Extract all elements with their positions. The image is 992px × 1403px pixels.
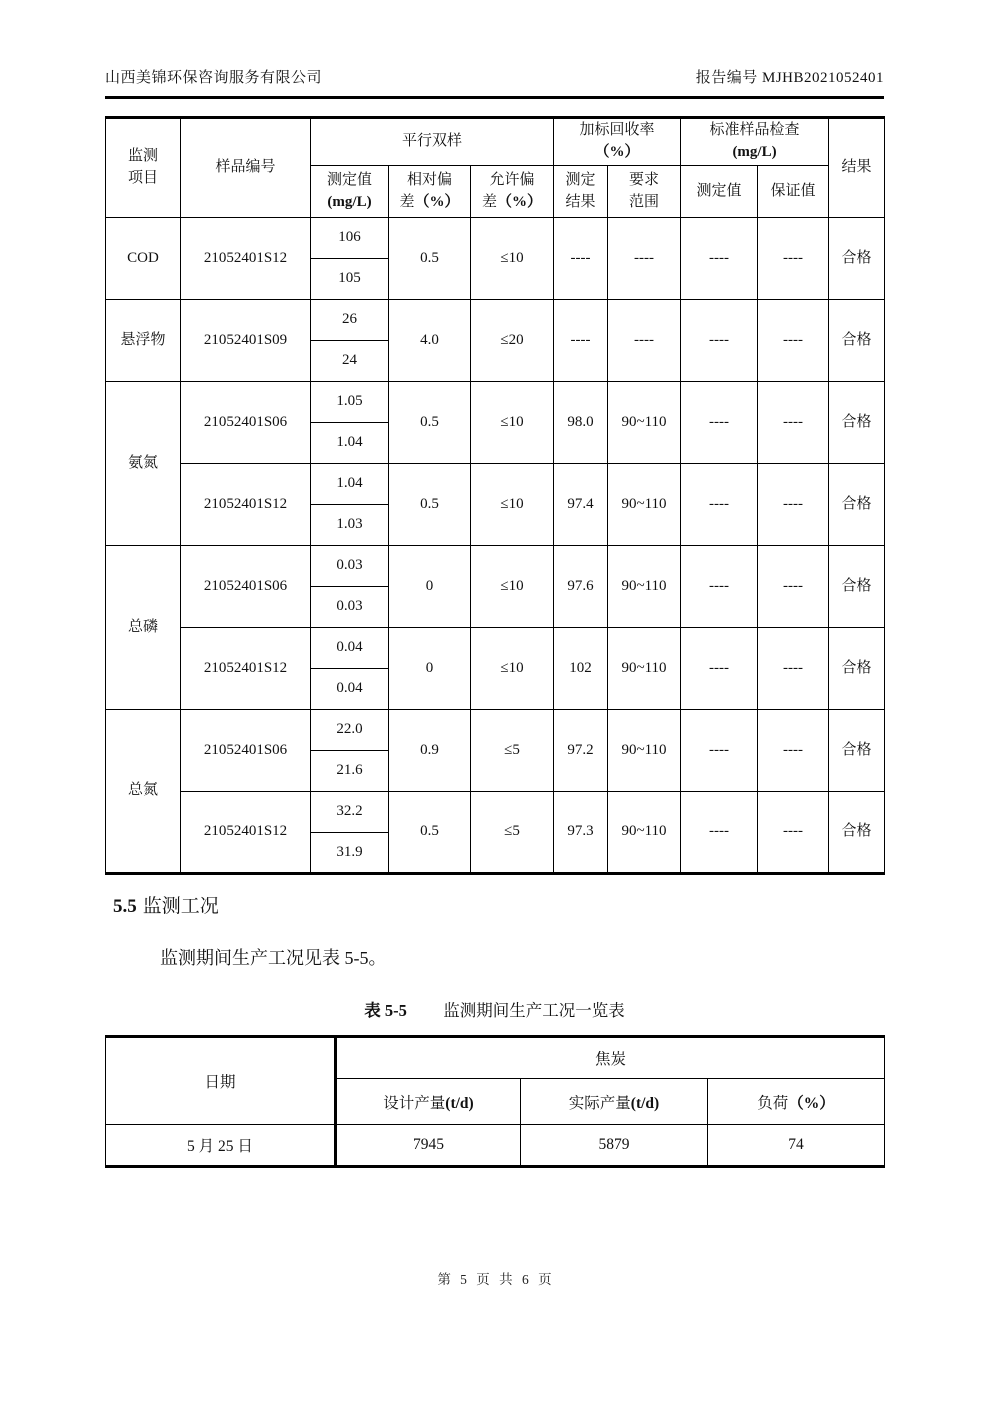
relative-deviation-cell: 0.5 [389, 382, 471, 464]
page-header [105, 0, 884, 87]
qc-table-row [106, 546, 885, 587]
section-paragraph: 监测期间生产工况见表 5-5。 [160, 948, 387, 968]
qc-table [105, 116, 885, 875]
measured-value-cell: 1.04 [311, 464, 389, 505]
sample-id-cell: 21052401S06 [181, 710, 311, 792]
monitor-item-cell: 总磷 [106, 546, 181, 710]
col-header-allowed-deviation: 允许偏 差（%） [471, 166, 554, 218]
measured-value-cell: 105 [311, 259, 389, 300]
spike-result-cell: ---- [554, 218, 608, 300]
sample-id-cell: 21052401S12 [181, 792, 311, 874]
page-footer: 第 5 页 共 6 页 [437, 1272, 555, 1287]
col-header-date: 日期 [106, 1037, 336, 1125]
monitor-item-cell: 悬浮物 [106, 300, 181, 382]
std-guaranteed-cell: ---- [758, 710, 829, 792]
measured-value-cell: 0.04 [311, 628, 389, 669]
std-measured-cell: ---- [681, 382, 758, 464]
relative-deviation-cell: 4.0 [389, 300, 471, 382]
allowed-deviation-cell: ≤10 [471, 218, 554, 300]
measured-value-cell: 1.04 [311, 423, 389, 464]
spike-result-cell: 102 [554, 628, 608, 710]
table-caption-title: 监测期间生产工况一览表 [443, 1001, 625, 1020]
measured-value-cell: 1.03 [311, 505, 389, 546]
section-heading [105, 891, 884, 918]
actual-output-cell: 5879 [521, 1125, 708, 1167]
qc-table-header [106, 118, 885, 218]
header-rule [105, 96, 884, 99]
sample-id-cell: 21052401S12 [181, 464, 311, 546]
std-measured-cell: ---- [681, 300, 758, 382]
result-cell: 合格 [829, 710, 885, 792]
allowed-deviation-cell: ≤5 [471, 710, 554, 792]
std-guaranteed-cell: ---- [758, 792, 829, 874]
result-cell: 合格 [829, 792, 885, 874]
spike-range-cell: ---- [608, 300, 681, 382]
relative-deviation-cell: 0 [389, 546, 471, 628]
section-title: 监测工况 [142, 896, 219, 917]
relative-deviation-cell: 0.5 [389, 218, 471, 300]
load-cell: 74 [708, 1125, 885, 1167]
spike-result-cell: 97.6 [554, 546, 608, 628]
spike-range-cell: 90~110 [608, 710, 681, 792]
allowed-deviation-cell: ≤10 [471, 628, 554, 710]
qc-table-row [106, 710, 885, 751]
std-guaranteed-cell: ---- [758, 382, 829, 464]
col-header-relative-deviation: 相对偏 差（%） [389, 166, 471, 218]
report-number: 报告编号 MJHB2021052401 [695, 70, 884, 86]
qc-table-row [106, 382, 885, 423]
design-output-cell: 7945 [336, 1125, 521, 1167]
col-header-monitor-item: 监测 项目 [106, 118, 181, 218]
std-guaranteed-cell: ---- [758, 300, 829, 382]
spike-range-cell: 90~110 [608, 546, 681, 628]
allowed-deviation-cell: ≤10 [471, 382, 554, 464]
sample-id-cell: 21052401S06 [181, 382, 311, 464]
spike-range-cell: 90~110 [608, 382, 681, 464]
col-header-spike-recovery: 加标回收率 （%） [554, 118, 681, 166]
table-caption-label: 表 5-5 [364, 1001, 407, 1020]
result-cell: 合格 [829, 628, 885, 710]
measured-value-cell: 22.0 [311, 710, 389, 751]
spike-range-cell: 90~110 [608, 464, 681, 546]
allowed-deviation-cell: ≤20 [471, 300, 554, 382]
relative-deviation-cell: 0.5 [389, 464, 471, 546]
std-measured-cell: ---- [681, 218, 758, 300]
col-header-result: 结果 [829, 118, 885, 218]
table-caption [105, 997, 884, 1021]
date-cell: 5 月 25 日 [106, 1125, 336, 1167]
col-header-sample-id: 样品编号 [181, 118, 311, 218]
std-measured-cell: ---- [681, 710, 758, 792]
allowed-deviation-cell: ≤10 [471, 546, 554, 628]
spike-result-cell: 97.4 [554, 464, 608, 546]
production-row [106, 1125, 885, 1167]
col-header-required-range: 要求 范围 [608, 166, 681, 218]
result-cell: 合格 [829, 218, 885, 300]
allowed-deviation-cell: ≤5 [471, 792, 554, 874]
spike-range-cell: 90~110 [608, 628, 681, 710]
measured-value-cell: 0.03 [311, 587, 389, 628]
spike-range-cell: ---- [608, 218, 681, 300]
std-measured-cell: ---- [681, 628, 758, 710]
col-header-measured-value: 测定值 (mg/L) [311, 166, 389, 218]
relative-deviation-cell: 0 [389, 628, 471, 710]
result-cell: 合格 [829, 300, 885, 382]
qc-table-row [106, 464, 885, 505]
production-table [105, 1035, 885, 1168]
relative-deviation-cell: 0.9 [389, 710, 471, 792]
monitor-item-cell: 总氮 [106, 710, 181, 874]
result-cell: 合格 [829, 382, 885, 464]
std-measured-cell: ---- [681, 546, 758, 628]
std-guaranteed-cell: ---- [758, 628, 829, 710]
col-header-load: 负荷（%） [708, 1079, 885, 1125]
qc-table-row [106, 628, 885, 669]
measured-value-cell: 0.03 [311, 546, 389, 587]
std-guaranteed-cell: ---- [758, 464, 829, 546]
spike-result-cell: 98.0 [554, 382, 608, 464]
measured-value-cell: 32.2 [311, 792, 389, 833]
qc-table-row [106, 218, 885, 259]
qc-table-row [106, 300, 885, 341]
col-header-coke: 焦炭 [336, 1037, 885, 1079]
spike-result-cell: 97.3 [554, 792, 608, 874]
spike-result-cell: ---- [554, 300, 608, 382]
col-header-spike-measured-result: 测定 结果 [554, 166, 608, 218]
spike-result-cell: 97.2 [554, 710, 608, 792]
sample-id-cell: 21052401S06 [181, 546, 311, 628]
company-name: 山西美锦环保咨询服务有限公司 [105, 70, 323, 86]
spike-range-cell: 90~110 [608, 792, 681, 874]
monitor-item-cell: 氨氮 [106, 382, 181, 546]
measured-value-cell: 0.04 [311, 669, 389, 710]
measured-value-cell: 26 [311, 300, 389, 341]
col-header-standard-sample-check: 标准样品检查 (mg/L) [681, 118, 829, 166]
sample-id-cell: 21052401S12 [181, 628, 311, 710]
col-header-std-measured-value: 测定值 [681, 166, 758, 218]
qc-table-row [106, 792, 885, 833]
qc-table-body [106, 218, 885, 874]
std-guaranteed-cell: ---- [758, 218, 829, 300]
std-measured-cell: ---- [681, 464, 758, 546]
measured-value-cell: 31.9 [311, 833, 389, 874]
col-header-design-output: 设计产量(t/d) [336, 1079, 521, 1125]
measured-value-cell: 1.05 [311, 382, 389, 423]
measured-value-cell: 106 [311, 218, 389, 259]
monitor-item-cell: COD [106, 218, 181, 300]
measured-value-cell: 24 [311, 341, 389, 382]
result-cell: 合格 [829, 464, 885, 546]
col-header-actual-output: 实际产量(t/d) [521, 1079, 708, 1125]
sample-id-cell: 21052401S12 [181, 218, 311, 300]
allowed-deviation-cell: ≤10 [471, 464, 554, 546]
col-header-std-guaranteed-value: 保证值 [758, 166, 829, 218]
result-cell: 合格 [829, 546, 885, 628]
std-guaranteed-cell: ---- [758, 546, 829, 628]
col-header-parallel-duplicate: 平行双样 [311, 118, 554, 166]
section-number: 5.5 [113, 896, 137, 917]
sample-id-cell: 21052401S09 [181, 300, 311, 382]
relative-deviation-cell: 0.5 [389, 792, 471, 874]
measured-value-cell: 21.6 [311, 751, 389, 792]
std-measured-cell: ---- [681, 792, 758, 874]
